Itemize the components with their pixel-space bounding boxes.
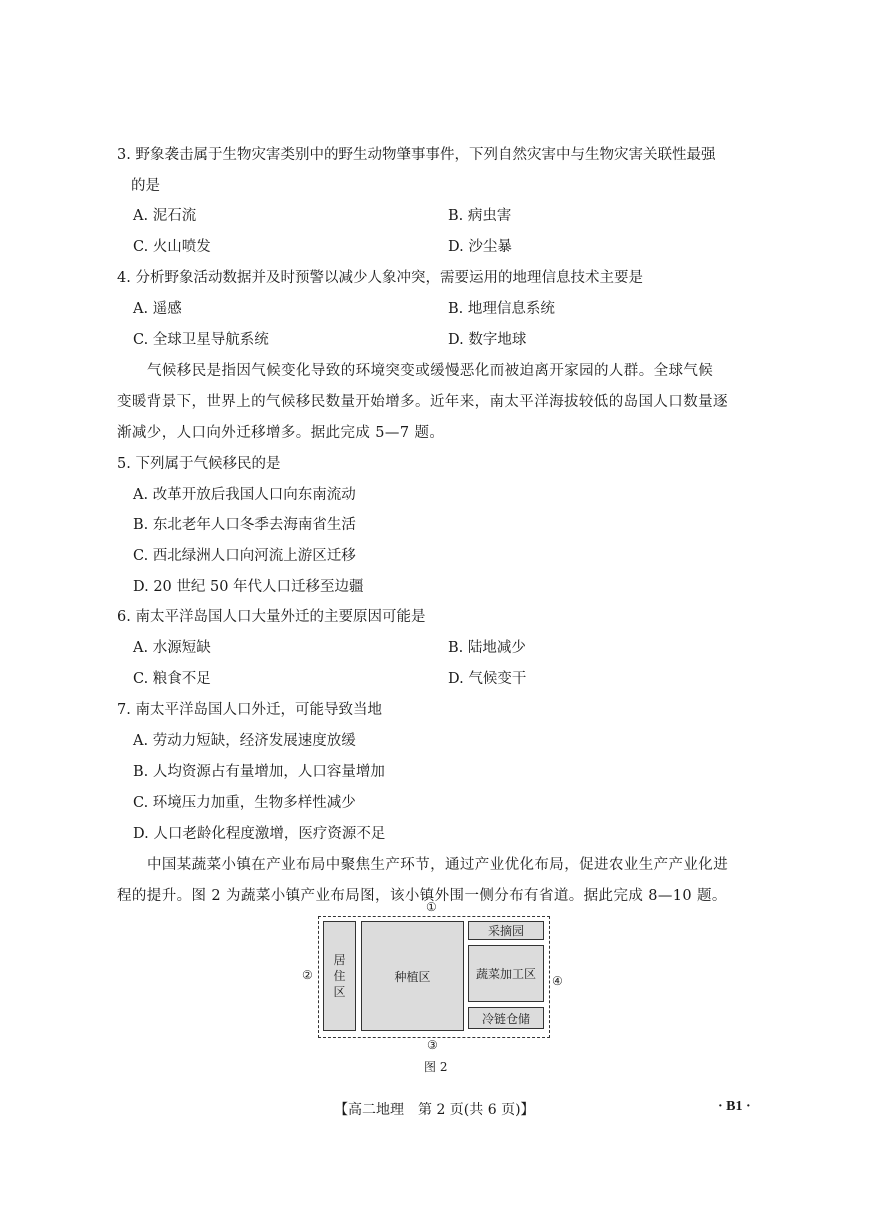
- q3-option-b: B. 病虫害: [448, 208, 512, 224]
- residential-char-3: 区: [333, 985, 346, 999]
- picking-garden: [468, 921, 544, 940]
- planting-zone-label: 种植区: [394, 969, 431, 984]
- q3-stem-line1: 3. 野象袭击属于生物灾害类别中的野生动物肇事事件，下列自然灾害中与生物灾害关联性最强: [117, 147, 716, 163]
- q7-stem: 7. 南太平洋岛国人口外迁，可能导致当地: [117, 702, 382, 718]
- passage2-line2: 程的提升。图 2 为蔬菜小镇产业布局图，该小镇外围一侧分布有省道。据此完成 8—10 题。: [117, 888, 727, 904]
- q5-option-d: D. 20 世纪 50 年代人口迁移至边疆: [133, 579, 364, 595]
- q4-option-c: C. 全球卫星导航系统: [133, 332, 269, 348]
- q6-option-a: A. 水源短缺: [133, 640, 211, 656]
- q5-stem: 5. 下列属于气候移民的是: [117, 456, 281, 472]
- q3-stem-line2: 的是: [131, 178, 160, 194]
- q5-option-a: A. 改革开放后我国人口向东南流动: [133, 487, 356, 503]
- processing-zone-label: 蔬菜加工区: [475, 967, 536, 981]
- passage1-line1: 气候移民是指因气候变化导致的环境突变或缓慢恶化而被迫离开家园的人群。全球气候: [147, 363, 714, 379]
- passage1-line2: 变暖背景下，世界上的气候移民数量开始增多。近年来，南太平洋海拔较低的岛国人口数量逐: [117, 394, 728, 410]
- q3-option-d: D. 沙尘暴: [448, 239, 512, 255]
- q3-option-c: C. 火山喷发: [133, 239, 211, 255]
- q6-stem: 6. 南太平洋岛国人口大量外迁的主要原因可能是: [117, 609, 426, 625]
- figure-caption: 图 2: [424, 1060, 448, 1074]
- passage2-line1: 中国某蔬菜小镇在产业布局中聚焦生产环节，通过产业优化布局，促进农业生产产业化进: [147, 857, 729, 873]
- planting-zone: [361, 921, 464, 1031]
- q7-option-a: A. 劳动力短缺，经济发展速度放缓: [133, 733, 356, 749]
- q4-option-a: A. 遥感: [133, 301, 182, 317]
- town-layout-diagram: [300, 900, 580, 1080]
- marker-1: ①: [426, 900, 437, 914]
- q7-option-b: B. 人均资源占有量增加，人口容量增加: [133, 764, 385, 780]
- q4-stem: 4. 分析野象活动数据并及时预警以减少人象冲突，需要运用的地理信息技术主要是: [117, 270, 643, 286]
- marker-4: ④: [552, 974, 563, 988]
- q5-option-c: C. 西北绿洲人口向河流上游区迁移: [133, 548, 356, 564]
- coldchain-storage: [468, 1007, 544, 1029]
- q7-option-c: C. 环境压力加重，生物多样性减少: [133, 795, 356, 811]
- q6-option-c: C. 粮食不足: [133, 671, 211, 687]
- residential-char-2: 住: [333, 969, 346, 983]
- residential-char-1: 居: [333, 953, 346, 967]
- marker-3: ③: [427, 1038, 438, 1052]
- coldchain-storage-label: 冷链仓储: [481, 1011, 530, 1026]
- q6-option-d: D. 气候变干: [448, 671, 527, 687]
- residential-zone: [323, 921, 356, 1031]
- passage1-line3: 渐减少，人口向外迁移增多。据此完成 5—7 题。: [117, 425, 445, 441]
- marker-2: ②: [302, 968, 313, 982]
- processing-zone: [468, 945, 544, 1002]
- q5-option-b: B. 东北老年人口冬季去海南省生活: [133, 517, 356, 533]
- q4-option-d: D. 数字地球: [448, 332, 527, 348]
- picking-garden-label: 采摘园: [487, 924, 524, 938]
- q4-option-b: B. 地理信息系统: [448, 301, 555, 317]
- q7-option-d: D. 人口老龄化程度激增，医疗资源不足: [133, 826, 386, 842]
- q6-option-b: B. 陆地减少: [448, 640, 526, 656]
- q3-option-a: A. 泥石流: [133, 208, 197, 224]
- page-footer: 【高二地理 第 2 页(共 6 页)】: [334, 1102, 535, 1118]
- page-code: · B1 ·: [718, 1099, 751, 1114]
